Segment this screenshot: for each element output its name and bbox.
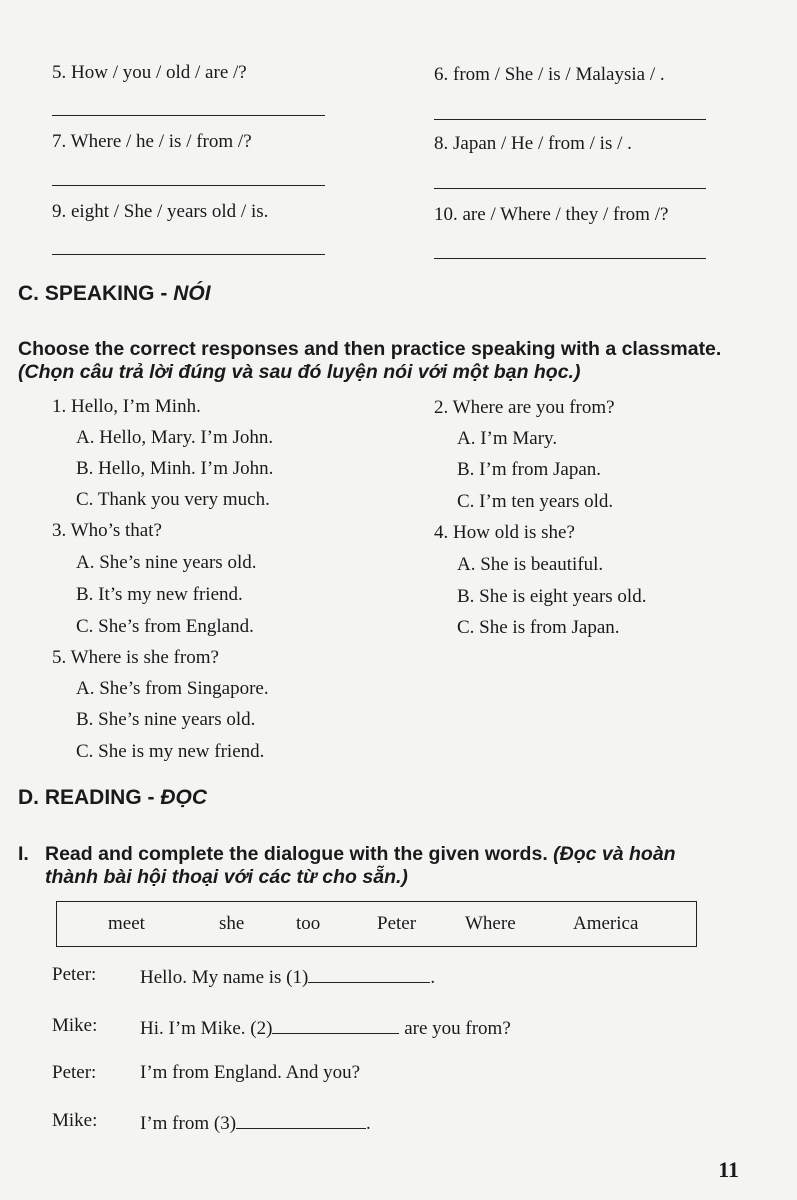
dialogue-line-1	[140, 964, 435, 989]
section-d-instruction-line-1	[45, 843, 676, 866]
dialogue-speaker: Mike:	[52, 1015, 98, 1036]
word-bank-item: America	[573, 913, 639, 934]
question-2-prompt: 2. Where are you from?	[434, 397, 615, 418]
dialogue-line-2	[140, 1015, 511, 1040]
dialogue-text: are you from?	[399, 1018, 511, 1039]
question-3-option-b[interactable]: B. It’s my new friend.	[76, 584, 243, 605]
question-1-option-c[interactable]: C. Thank you very much.	[76, 489, 270, 510]
reorder-item-10: 10. are / Where / they / from /?	[434, 204, 669, 225]
word-bank-item: Where	[465, 913, 516, 934]
question-1-option-b[interactable]: B. Hello, Minh. I’m John.	[76, 458, 274, 479]
question-1-prompt: 1. Hello, I’m Minh.	[52, 396, 201, 417]
dialogue-text: .	[430, 967, 436, 988]
reorder-item-5: 5. How / you / old / are /?	[52, 62, 247, 83]
dialogue-line-4	[140, 1110, 371, 1135]
dialogue-speaker: Peter:	[52, 964, 97, 985]
question-5-prompt: 5. Where is she from?	[52, 647, 219, 668]
reorder-item-7: 7. Where / he / is / from /?	[52, 131, 252, 152]
blank-2[interactable]	[272, 1015, 399, 1034]
section-c-heading	[18, 282, 211, 306]
dialogue-text: I’m from (3)	[140, 1113, 237, 1134]
section-d-instruction-vi-1: (Đọc và hoàn	[553, 843, 676, 865]
section-c-title-en: C. SPEAKING -	[18, 282, 174, 305]
page-number: 11	[718, 1157, 739, 1182]
word-bank-item: meet	[108, 913, 145, 934]
section-d-instruction-en: Read and complete the dialogue with the given words.	[45, 843, 548, 865]
section-c-title-vi: NÓI	[173, 282, 211, 305]
question-4-option-a[interactable]: A. She is beautiful.	[457, 554, 604, 575]
blank-3[interactable]	[236, 1110, 366, 1129]
question-2-option-a[interactable]: A. I’m Mary.	[457, 428, 558, 449]
section-d-heading	[18, 786, 207, 810]
word-bank-item: she	[219, 913, 245, 934]
question-3-prompt: 3. Who’s that?	[52, 520, 162, 541]
reorder-item-8: 8. Japan / He / from / is / .	[434, 133, 632, 154]
answer-line-6[interactable]	[434, 119, 706, 120]
section-d-title-vi: ĐỌC	[160, 786, 208, 809]
reorder-item-9: 9. eight / She / years old / is.	[52, 201, 269, 222]
answer-line-7[interactable]	[52, 185, 325, 186]
dialogue-line-3: I’m from England. And you?	[140, 1062, 361, 1083]
question-4-prompt: 4. How old is she?	[434, 522, 575, 543]
section-c-instruction: Choose the correct responses and then practice speaking with a classmate.	[18, 338, 722, 360]
question-2-option-b[interactable]: B. I’m from Japan.	[457, 459, 602, 480]
reorder-item-6: 6. from / She / is / Malaysia / .	[434, 64, 665, 85]
dialogue-text: Hello. My name is (1)	[140, 967, 309, 988]
dialogue-text: Hi. I’m Mike. (2)	[140, 1018, 273, 1039]
word-bank-item: too	[296, 913, 321, 934]
question-2-option-c[interactable]: C. I’m ten years old.	[457, 491, 614, 512]
question-3-option-a[interactable]: A. She’s nine years old.	[76, 552, 257, 573]
blank-1[interactable]	[308, 964, 430, 983]
question-3-option-c[interactable]: C. She’s from England.	[76, 616, 254, 637]
question-5-option-c[interactable]: C. She is my new friend.	[76, 741, 265, 762]
answer-line-8[interactable]	[434, 188, 706, 189]
section-c-instruction-vi: (Chọn câu trả lời đúng và sau đó luyện nói với một bạn học.)	[18, 361, 581, 383]
question-4-option-b[interactable]: B. She is eight years old.	[457, 586, 647, 607]
question-1-option-a[interactable]: A. Hello, Mary. I’m John.	[76, 427, 274, 448]
answer-line-9[interactable]	[52, 254, 325, 255]
section-d-instruction-vi-2: thành bài hội thoại với các từ cho sẵn.)	[45, 866, 408, 888]
section-d-title-en: D. READING -	[18, 786, 161, 809]
word-bank-item: Peter	[377, 913, 417, 934]
question-5-option-b[interactable]: B. She’s nine years old.	[76, 709, 256, 730]
question-4-option-c[interactable]: C. She is from Japan.	[457, 617, 620, 638]
word-bank	[56, 901, 697, 947]
dialogue-speaker: Peter:	[52, 1062, 97, 1083]
answer-line-10[interactable]	[434, 258, 706, 259]
question-5-option-a[interactable]: A. She’s from Singapore.	[76, 678, 269, 699]
answer-line-5[interactable]	[52, 115, 325, 116]
dialogue-text: .	[366, 1113, 371, 1134]
section-d-task-number: I.	[18, 843, 29, 865]
dialogue-speaker: Mike:	[52, 1110, 98, 1131]
